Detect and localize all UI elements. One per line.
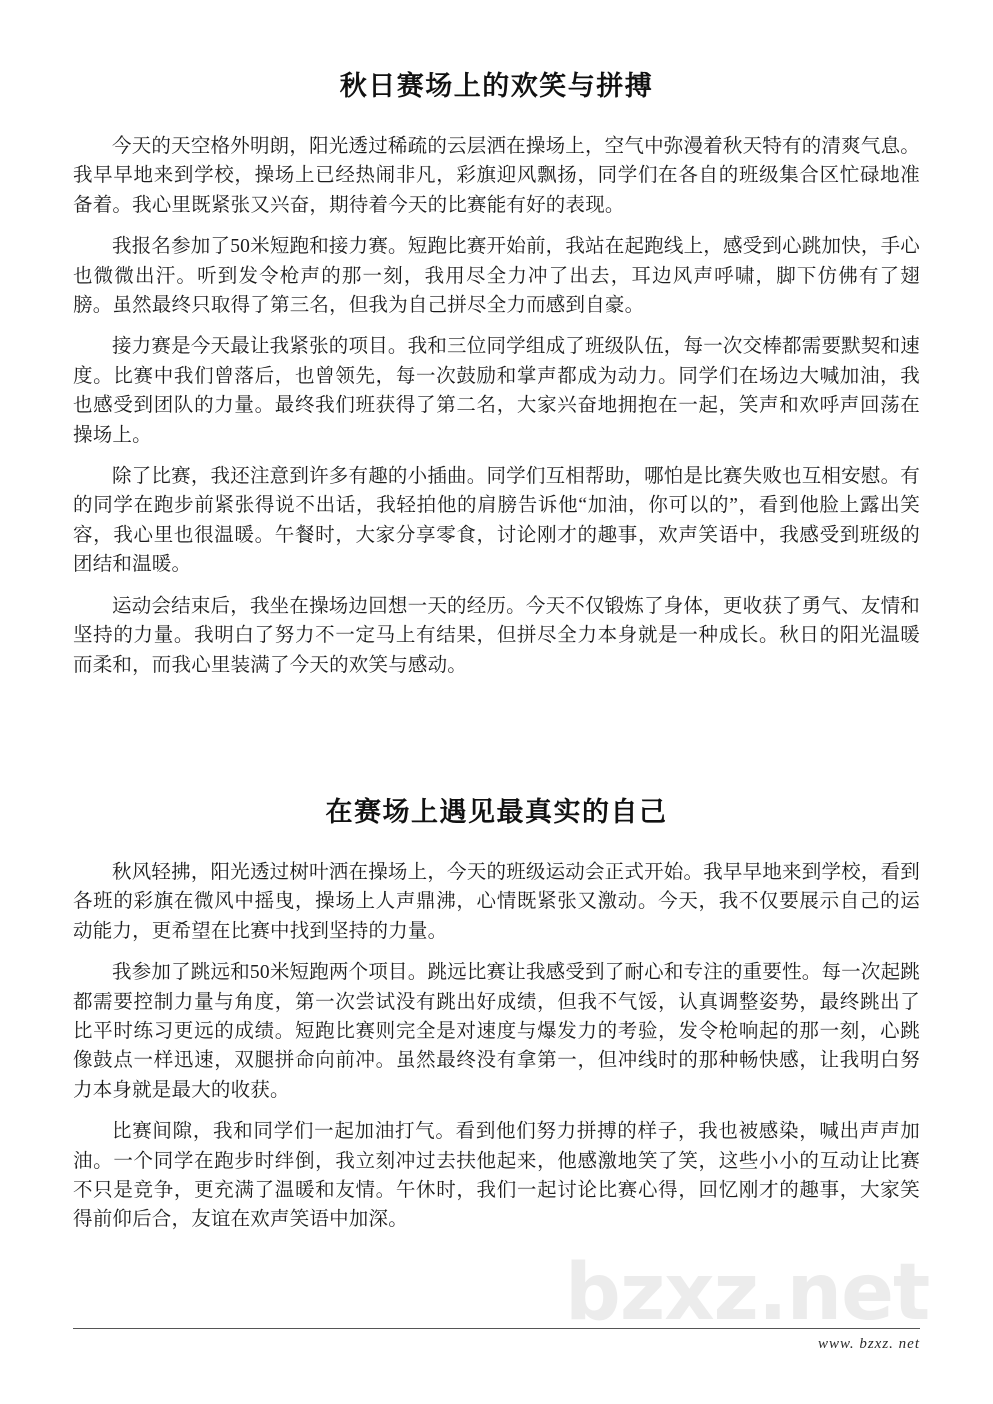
section-1-paragraph-2: 我报名参加了50米短跑和接力赛。短跑比赛开始前，我站在起跑线上，感受到心跳加快，手心也微微出汗。听到发令枪声的那一刻，我用尽全力冲了出去，耳边风声呼啸，脚下仿佛有了翅膀。虽然最终只取得了第三名，但我为自己拼尽全力而感到自豪。 (73, 236, 920, 317)
section-1-paragraph-5: 运动会结束后，我坐在操场边回想一天的经历。今天不仅锻炼了身体，更收获了勇气、友情和坚持的力量。我明白了努力不一定马上有结果，但拼尽全力本身就是一种成长。秋日的阳光温暖而柔和，而我心里装满了今天的欢笑与感动。 (73, 595, 920, 676)
section-1-paragraph-3: 接力赛是今天最让我紧张的项目。我和三位同学组成了班级队伍，每一次交棒都需要默契和速度。比赛中我们曾落后，也曾领先，每一次鼓励和掌声都成为动力。同学们在场边大喊加油，我也感受到团队的力量。最终我们班获得了第二名，大家兴奋地拥抱在一起，笑声和欢呼声回荡在操场上。 (73, 336, 920, 446)
section-1-paragraph-4: 除了比赛，我还注意到许多有趣的小插曲。同学们互相帮助，哪怕是比赛失败也互相安慰。有的同学在跑步前紧张得说不出话，我轻拍他的肩膀告诉他“加油，你可以的”，看到他脸上露出笑容，我心里也很温暖。午餐时，大家分享零食，讨论刚才的趣事，欢声笑语中，我感受到班级的团结和温暖。 (73, 466, 920, 576)
footer-url: www. bzxz. net (817, 1336, 920, 1352)
page-footer (73, 1328, 920, 1353)
section-1-title: 秋日赛场上的欢笑与拼搏 (339, 71, 654, 101)
section-1-title-gap (73, 106, 920, 132)
section-2-title-gap (73, 832, 920, 858)
section-2-paragraph-1: 秋风轻拂，阳光透过树叶洒在操场上，今天的班级运动会正式开始。我早早地来到学校，看到各班的彩旗在微风中摇曳，操场上人声鼎沸，心情既紧张又激动。今天，我不仅要展示自己的运动能力，更希望在比赛中找到坚持的力量。 (73, 861, 920, 942)
watermark-bzxz: bzxz.net (565, 1248, 930, 1338)
section-1-paragraph-1: 今天的天空格外明朗，阳光透过稀疏的云层洒在操场上，空气中弥漫着秋天特有的清爽气息。我早早地来到学校，操场上已经热闹非凡，彩旗迎风飘扬，同学们在各自的班级集合区忙碌地准备着。我心里既紧张又兴奋，期待着今天的比赛能有好的表现。 (73, 136, 920, 216)
top-spacer (73, 0, 920, 66)
section-2-paragraph-2: 我参加了跳远和50米短跑两个项目。跳远比赛让我感受到了耐心和专注的重要性。每一次起跳都需要控制力量与角度，第一次尝试没有跳出好成绩，但我不气馁，认真调整姿势，最终跳出了比平时练习更远的成绩。短跑比赛则完全是对速度与爆发力的考验，发令枪响起的那一刻，心跳像鼓点一样迅速，双腿拼命向前冲。虽然最终没有拿第一，但冲线时的那种畅快感，让我明白努力本身就是最大的收获。 (73, 962, 920, 1101)
section-divider-gap (73, 692, 920, 792)
section-2-title: 在赛场上遇见最真实的自己 (325, 796, 668, 827)
footer-divider (73, 1328, 920, 1329)
section-2-paragraph-3: 比赛间隙，我和同学们一起加油打气。看到他们努力拼搏的样子，我也被感染，喊出声声加油。一个同学在跑步时绊倒，我立刻冲过去扶他起来，他感激地笑了笑，这些小小的互动让比赛不只是竞争，更充满了温暖和友情。午休时，我们一起讨论比赛心得，回忆刚才的趣事，大家笑得前仰后合，友谊在欢声笑语中加深。 (73, 1121, 920, 1231)
